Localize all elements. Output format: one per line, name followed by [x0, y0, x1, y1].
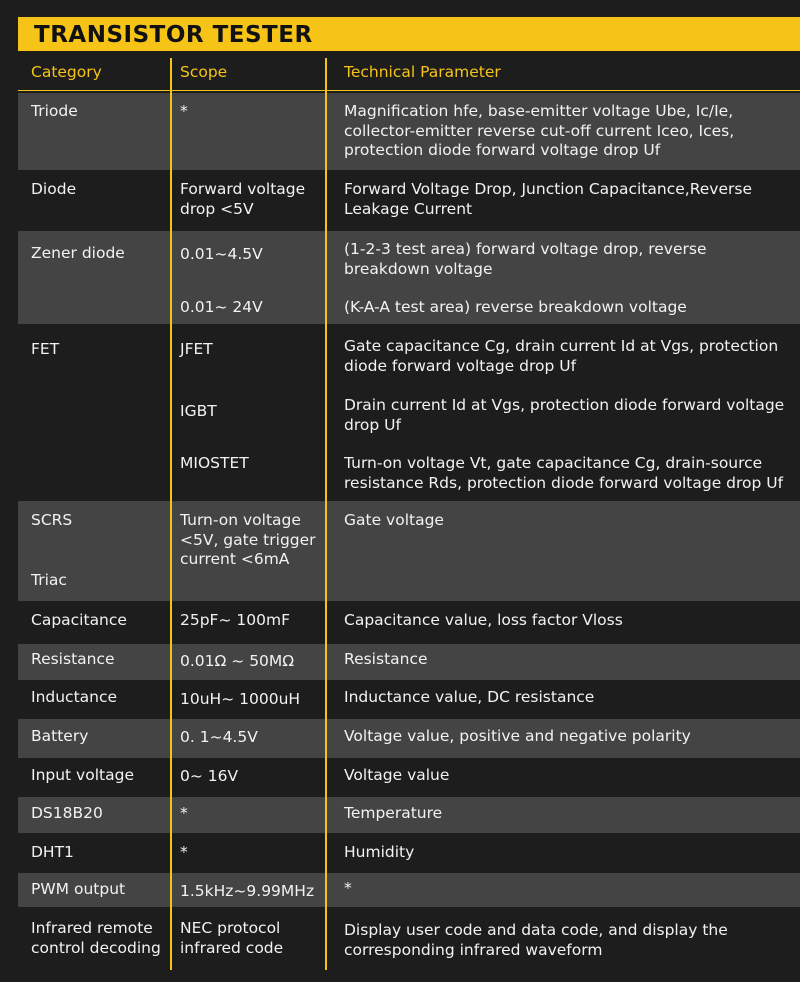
category-cell: FET	[31, 340, 60, 358]
scope-cell: Turn-on voltage <5V, gate trigger current <6mA	[180, 511, 316, 568]
parameter-cell: (1-2-3 test area) forward voltage drop, reverse breakdown voltage	[344, 240, 707, 278]
scope-cell: 0.01~ 24V	[180, 298, 263, 316]
scope-cell: NEC protocol infrared code	[180, 919, 284, 957]
table-row-ds18b20	[18, 797, 800, 833]
parameter-cell: Voltage value	[344, 766, 450, 784]
scope-cell: 0.01Ω ~ 50MΩ	[180, 652, 295, 670]
category-cell: Triode	[31, 102, 78, 120]
scope-cell: 0.01~4.5V	[180, 245, 263, 263]
column-divider	[170, 58, 172, 970]
table-row-capacitance	[18, 601, 800, 644]
scope-cell: *	[180, 102, 188, 120]
category-cell: DS18B20	[31, 804, 103, 822]
scope-cell: 1.5kHz~9.99MHz	[180, 882, 315, 900]
scope-cell: 0~ 16V	[180, 767, 239, 785]
table-row-inductance	[18, 680, 800, 719]
scope-cell: 25pF~ 100mF	[180, 611, 290, 629]
category-cell: SCRS	[31, 511, 73, 529]
category-cell: Battery	[31, 727, 89, 745]
parameter-cell: Resistance	[344, 650, 428, 668]
table-row-fet	[18, 324, 800, 501]
scope-cell: *	[180, 804, 188, 822]
table-header	[0, 58, 800, 90]
title-bar	[18, 17, 800, 51]
parameter-cell: *	[344, 879, 352, 897]
header-divider	[18, 90, 800, 91]
scope-cell: MIOSTET	[180, 454, 249, 472]
category-cell: Zener diode	[31, 244, 125, 262]
parameter-cell: Voltage value, positive and negative polarity	[344, 727, 691, 745]
column-divider	[325, 58, 327, 970]
parameter-cell: Turn-on voltage Vt, gate capacitance Cg, drain-source resistance Rds, protection diode forward voltage drop Uf	[344, 454, 784, 492]
parameter-cell: Forward Voltage Drop, Junction Capacitance,Reverse Leakage Current	[344, 180, 753, 218]
parameter-cell: Magnification hfe, base-emitter voltage Ube, Ic/Ie, collector-emitter reverse cut-off current Iceo, Ices, protection diode forward voltage drop Uf	[344, 102, 735, 159]
header-scope: Scope	[180, 63, 228, 81]
scope-cell: IGBT	[180, 402, 217, 420]
category-cell: Infrared remote control decoding	[31, 919, 161, 957]
parameter-cell: Gate capacitance Cg, drain current Id at Vgs, protection diode forward voltage drop Uf	[344, 337, 779, 375]
category-cell: Triac	[31, 571, 67, 589]
category-cell: Diode	[31, 180, 77, 198]
table-row-resistance	[18, 644, 800, 680]
category-cell: PWM output	[31, 880, 126, 898]
table-row-infrared-decoding	[18, 907, 800, 970]
scope-cell: 0. 1~4.5V	[180, 728, 258, 746]
page-title: TRANSISTOR TESTER	[34, 22, 313, 48]
table-row-diode	[18, 170, 800, 231]
category-cell: DHT1	[31, 843, 74, 861]
scope-cell: *	[180, 843, 188, 861]
parameter-cell: Gate voltage	[344, 511, 444, 529]
category-cell: Resistance	[31, 650, 115, 668]
parameter-cell: Temperature	[344, 804, 443, 822]
table-row-battery	[18, 719, 800, 758]
scope-cell: JFET	[180, 340, 213, 358]
table-row-pwm-output	[18, 873, 800, 907]
header-parameter: Technical Parameter	[344, 63, 501, 81]
table-row-input-voltage	[18, 758, 800, 797]
category-cell: Inductance	[31, 688, 118, 706]
scope-cell: 10uH~ 1000uH	[180, 690, 301, 708]
parameter-cell: (K-A-A test area) reverse breakdown voltage	[344, 298, 687, 316]
table-row-dht1	[18, 833, 800, 873]
category-cell: Capacitance	[31, 611, 127, 629]
parameter-cell: Humidity	[344, 843, 415, 861]
table-row-triode	[18, 93, 800, 170]
parameter-cell: Inductance value, DC resistance	[344, 688, 595, 706]
parameter-cell: Display user code and data code, and display the corresponding infrared waveform	[344, 921, 728, 959]
header-category: Category	[31, 63, 102, 81]
parameter-cell: Drain current Id at Vgs, protection diode forward voltage drop Uf	[344, 396, 785, 434]
category-cell: Input voltage	[31, 766, 134, 784]
table-row-scrs-triac	[18, 501, 800, 601]
table-row-zener-diode	[18, 231, 800, 324]
parameter-cell: Capacitance value, loss factor Vloss	[344, 611, 623, 629]
scope-cell: Forward voltage drop <5V	[180, 180, 306, 218]
